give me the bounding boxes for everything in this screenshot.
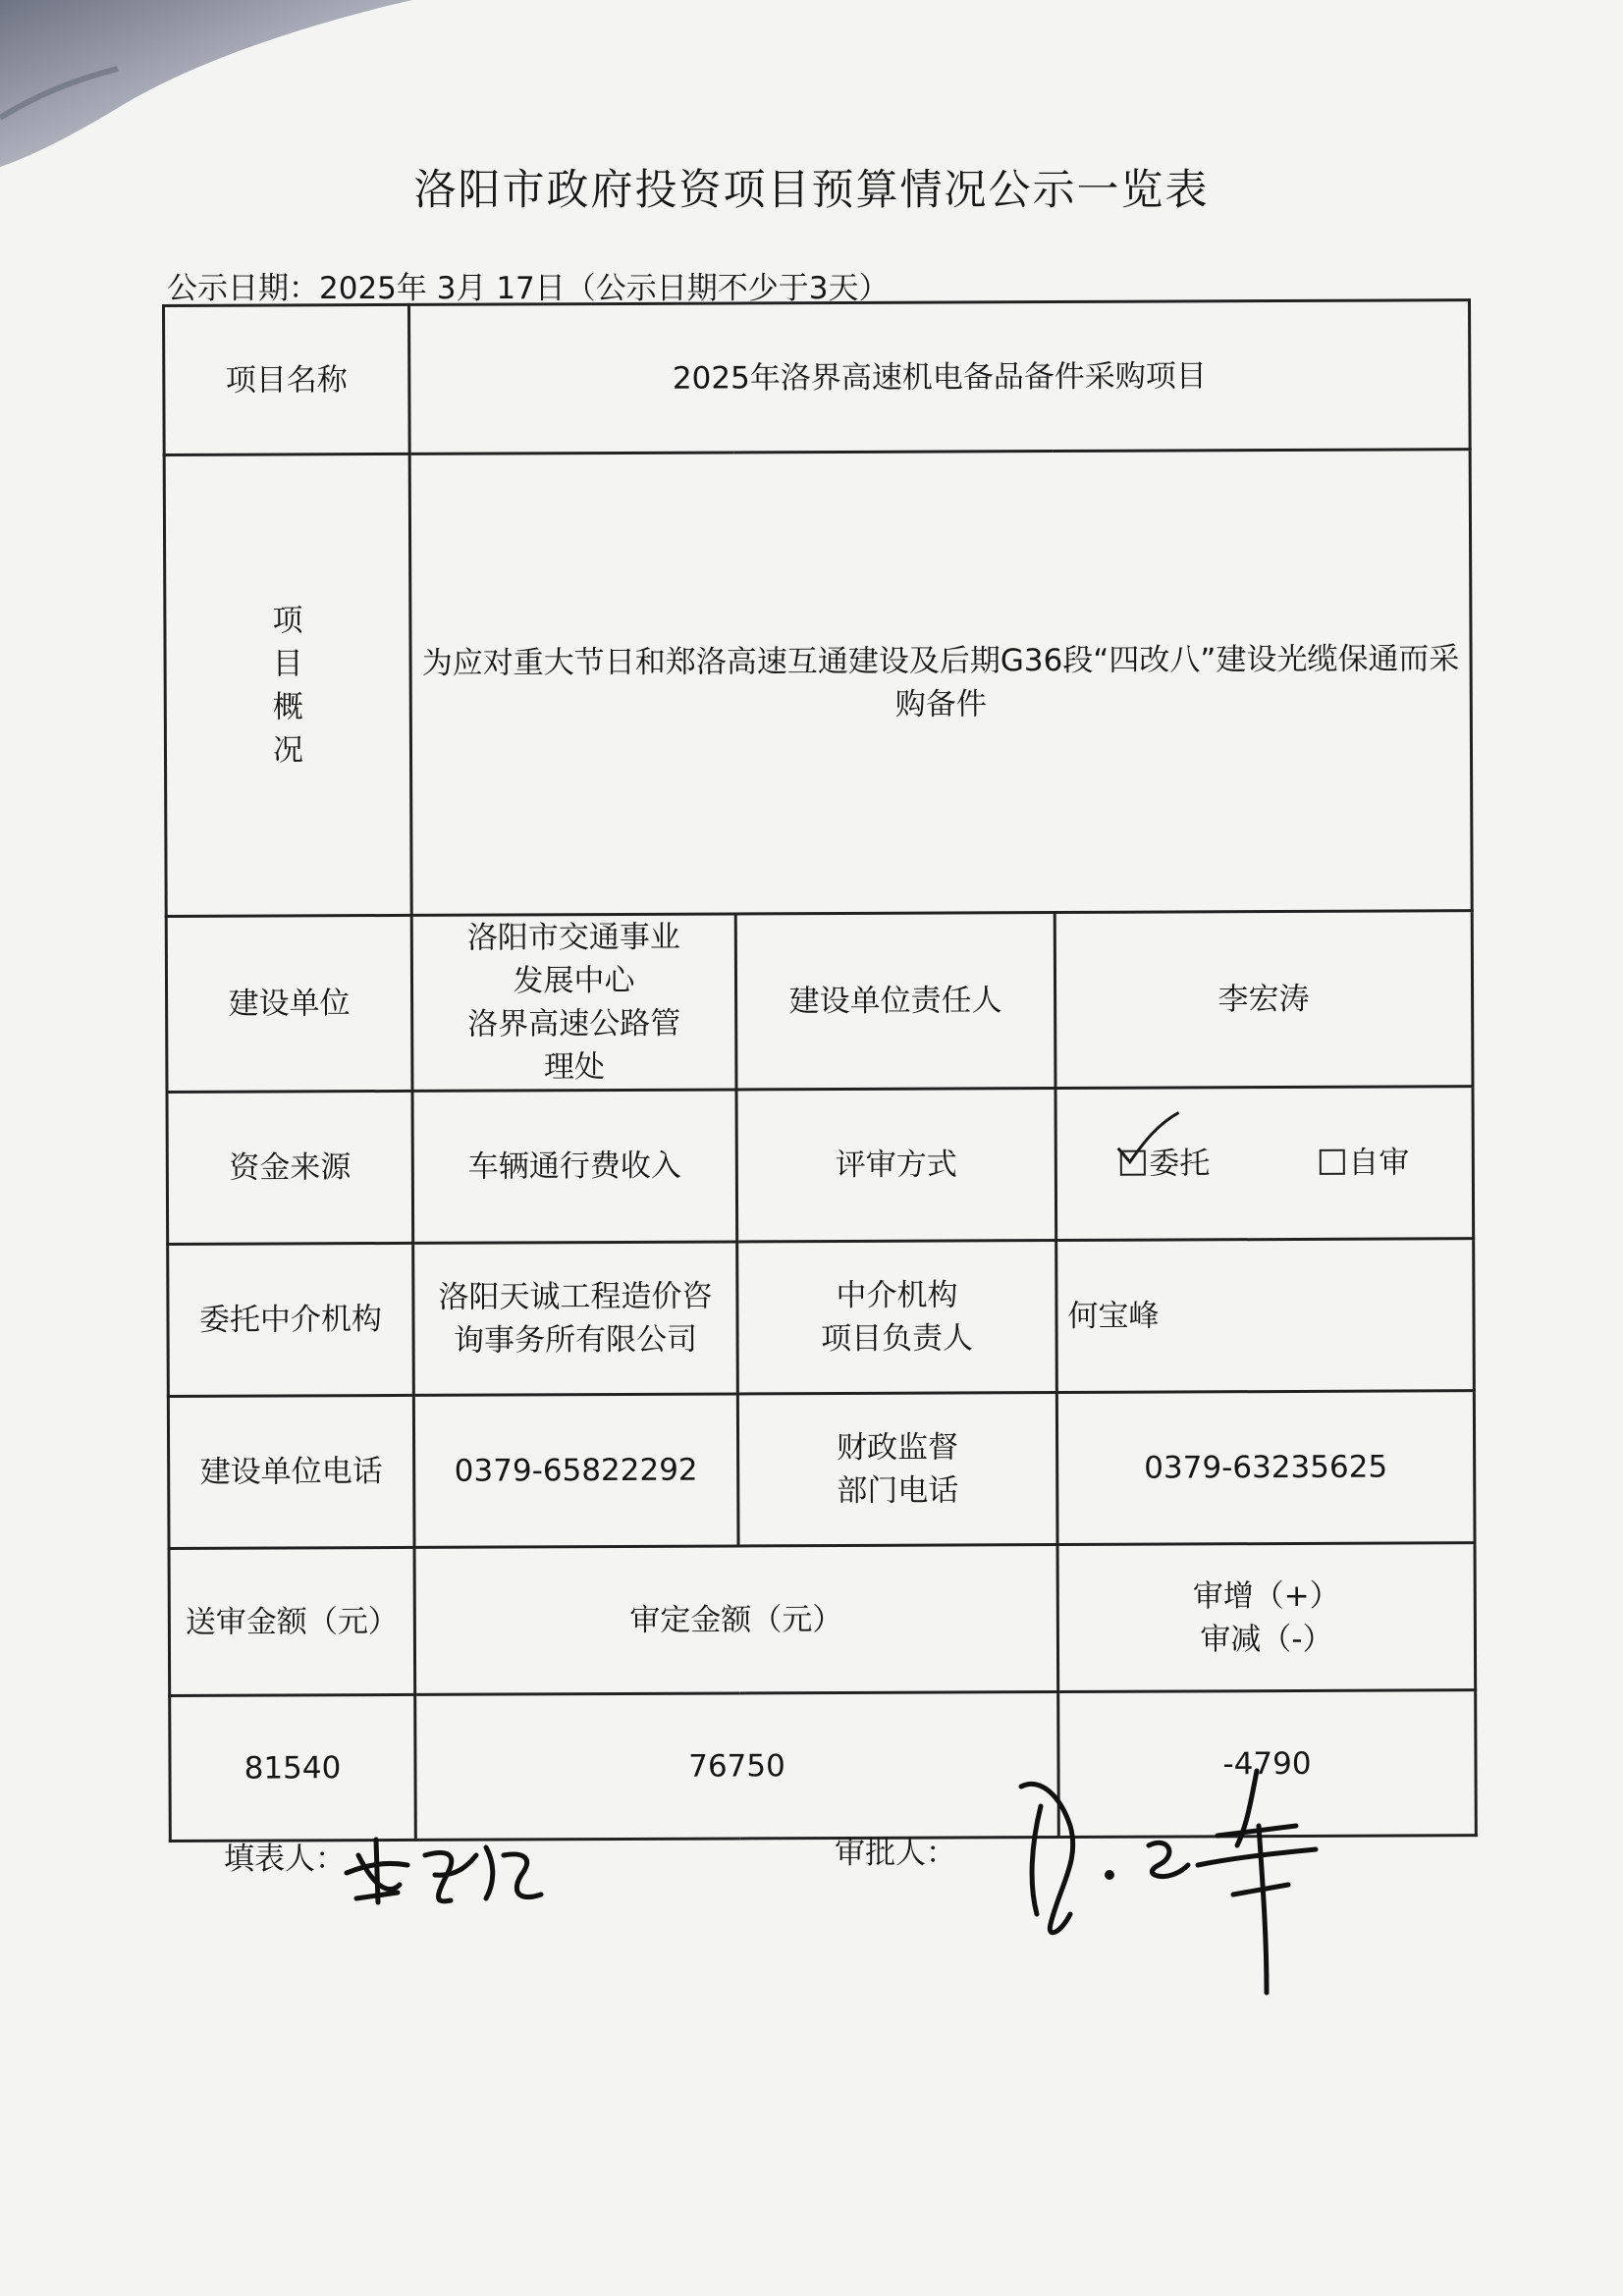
- table-row: [166, 911, 1473, 1093]
- publication-date: 公示日期：2025年 3月 17日（公示日期不少于3天）: [167, 271, 890, 306]
- builder-label: 建设单位: [166, 915, 412, 1092]
- project-name-label: 项目名称: [164, 304, 410, 454]
- finance-phone-label: 财政监督 部门电话: [737, 1393, 1057, 1546]
- builder-leader-value: 李宏涛: [1055, 911, 1473, 1089]
- review-method-options: [1055, 1087, 1474, 1241]
- table-row: [168, 1239, 1475, 1397]
- agency-value: 洛阳天诚工程造价咨询事务所有限公司: [413, 1242, 738, 1395]
- table-row: [164, 450, 1472, 917]
- submitted-amount-label: 送审金额（元）: [169, 1547, 415, 1695]
- builder-value: 洛阳市交通事业发展中心 洛界高速公路管理处: [411, 914, 736, 1091]
- table-row: [169, 1543, 1476, 1696]
- agency-leader-label: 中介机构 项目负责人: [737, 1241, 1057, 1394]
- approver-signature: [1001, 1767, 1355, 2002]
- filler-signature: [339, 1826, 555, 1914]
- builder-phone-label: 建设单位电话: [168, 1395, 414, 1548]
- budget-table-sheet: [162, 298, 1475, 1816]
- filler-label: 填表人：: [224, 1842, 346, 1877]
- finance-phone-value: 0379-63235625: [1056, 1391, 1475, 1545]
- agency-label: 委托中介机构: [168, 1243, 414, 1396]
- table-row: [164, 300, 1471, 455]
- table-row: [167, 1087, 1474, 1245]
- fund-source-label: 资金来源: [167, 1091, 413, 1244]
- review-option-self: 自审: [1319, 1141, 1409, 1184]
- document-title: 洛阳市政府投资项目预算情况公示一览表: [413, 166, 1210, 215]
- diff-label: 审增（+） 审减（-）: [1057, 1543, 1476, 1692]
- overview-label: 项 目 概 况: [164, 454, 411, 916]
- table-row: [168, 1391, 1475, 1549]
- paper-fold-shadow: [0, 0, 412, 167]
- builder-leader-label: 建设单位责任人: [735, 913, 1055, 1090]
- diff-value: -4790: [1058, 1690, 1477, 1838]
- checkmark-icon: [1113, 1108, 1182, 1167]
- builder-phone-value: 0379-65822292: [413, 1394, 738, 1547]
- approved-amount-value: 76750: [415, 1692, 1059, 1841]
- submitted-amount-value: 81540: [170, 1694, 416, 1841]
- overview-value: 为应对重大节日和郑洛高速互通建设及后期G36段“四改八”建设光缆保通而采购备件: [409, 450, 1472, 916]
- review-method-label: 评审方式: [736, 1089, 1056, 1242]
- fund-source-value: 车辆通行费收入: [412, 1090, 737, 1243]
- approved-amount-label: 审定金额（元）: [414, 1545, 1058, 1695]
- agency-leader-value: 何宝峰: [1056, 1239, 1475, 1393]
- budget-table: [162, 298, 1478, 1842]
- approver-label: 审批人：: [835, 1836, 956, 1871]
- project-name-value: 2025年洛界高速机电备品备件采购项目: [409, 300, 1471, 454]
- review-option-entrust: 委托: [1119, 1142, 1210, 1185]
- checkbox-icon: [1319, 1148, 1344, 1174]
